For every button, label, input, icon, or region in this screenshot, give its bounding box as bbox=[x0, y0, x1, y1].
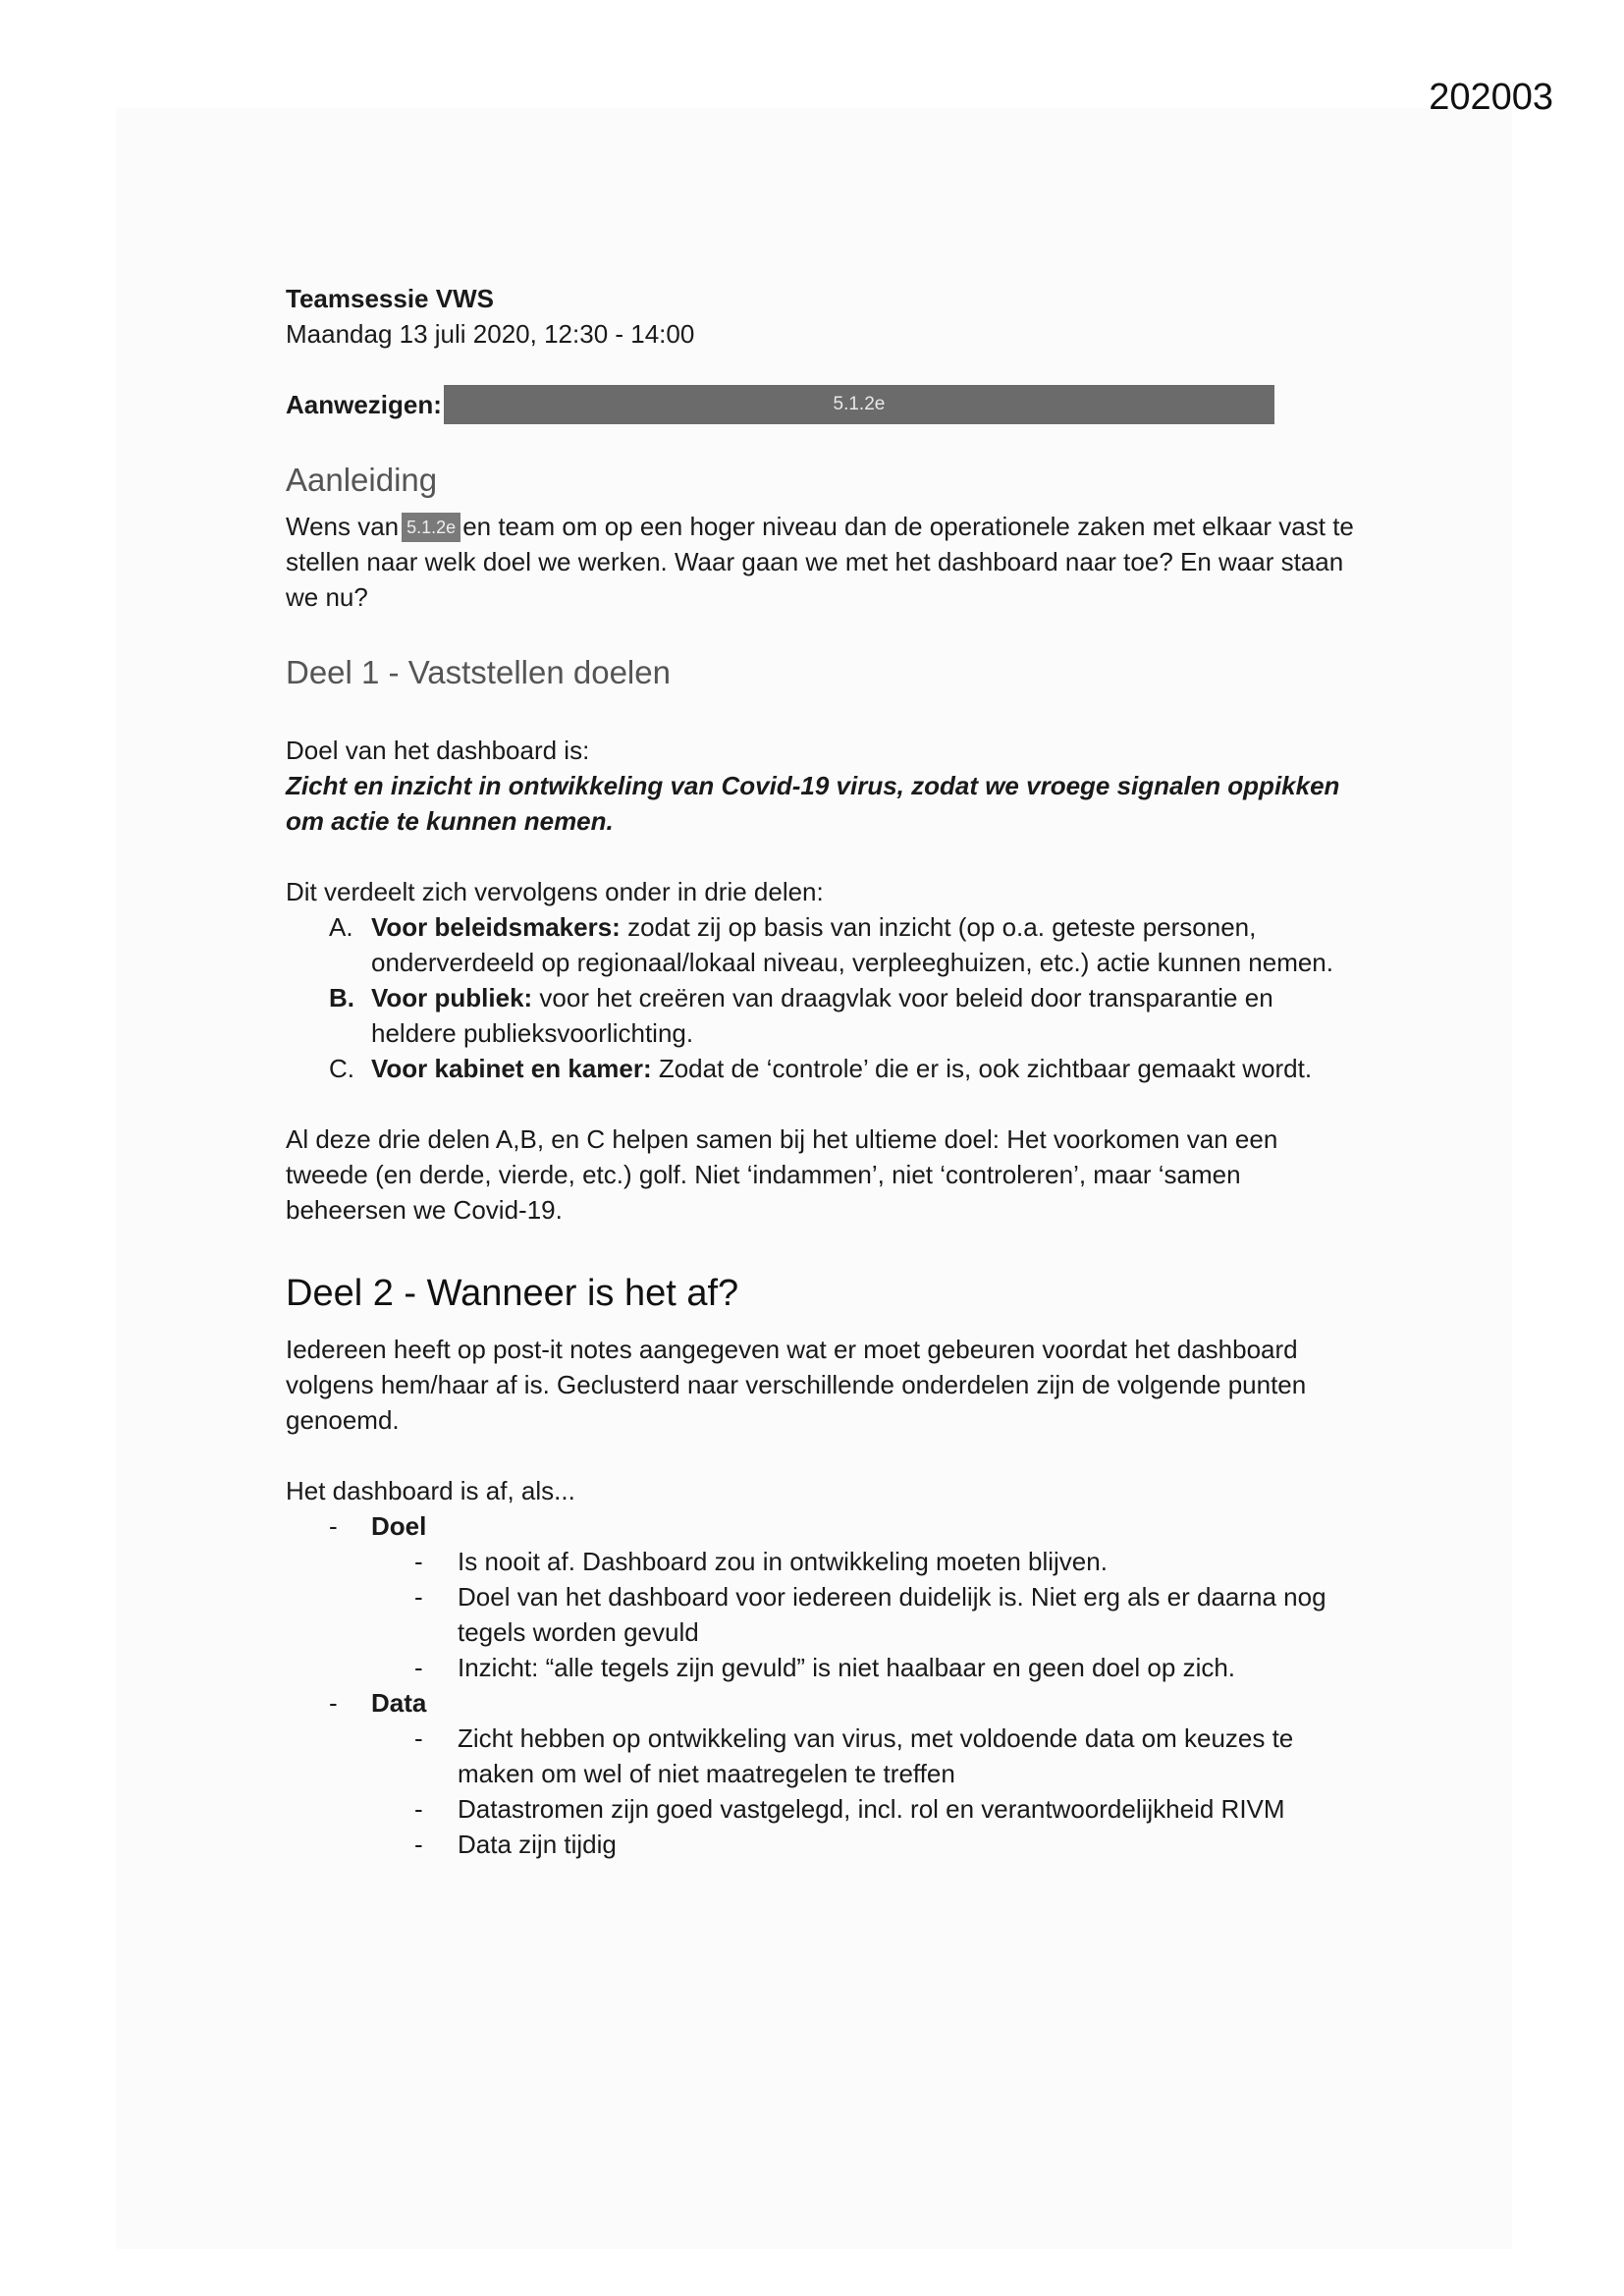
list-item-text: Zodat de ‘controle’ die er is, ook zichtbaar gemaakt wordt. bbox=[651, 1054, 1313, 1083]
aanleiding-text-before: Wens van bbox=[286, 512, 400, 541]
group-items bbox=[286, 1544, 1356, 1685]
deel1-split-intro: Dit verdeelt zich vervolgens onder in drie delen: bbox=[286, 877, 824, 906]
group-heading bbox=[286, 1508, 1356, 1544]
list-item bbox=[286, 1051, 1356, 1086]
list-item-label: Voor beleidsmakers: bbox=[371, 912, 621, 942]
list-item bbox=[286, 980, 1356, 1051]
deel2-groups bbox=[286, 1508, 1356, 1862]
dash-marker: - bbox=[414, 1794, 423, 1824]
deel1-conclusion: Al deze drie delen A,B, en C helpen samen bij het ultieme doel: Het voorkomen van een tweede (en derde, vierde, etc.) golf. Niet ‘indammen’, niet ‘controleren’, maar ‘samen beheersen we Covid-19. bbox=[286, 1124, 1278, 1225]
dash-marker: - bbox=[414, 1547, 423, 1576]
document-body bbox=[286, 281, 1356, 1862]
list-item bbox=[286, 1827, 1356, 1862]
list-marker: C. bbox=[329, 1054, 354, 1083]
list-marker: A. bbox=[329, 912, 353, 942]
deel1-goal: Zicht en inzicht in ontwikkeling van Covid-19 virus, zodat we vroege signalen oppikken om actie te kunnen nemen. bbox=[286, 771, 1340, 836]
aanleiding-redaction: 5.1.2e bbox=[402, 513, 460, 542]
group-doel bbox=[286, 1508, 1356, 1685]
group-label: Data bbox=[371, 1688, 427, 1718]
list-item-content bbox=[371, 1051, 1312, 1086]
dash-marker: - bbox=[414, 1723, 423, 1753]
deel2-lead: Het dashboard is af, als... bbox=[286, 1476, 575, 1505]
group-label: Doel bbox=[371, 1511, 427, 1541]
list-item-text: Inzicht: “alle tegels zijn gevuld” is niet haalbaar en geen doel op zich. bbox=[458, 1653, 1236, 1682]
list-item-label: Voor publiek: bbox=[371, 983, 533, 1012]
heading-deel2: Deel 2 - Wanneer is het af? bbox=[286, 1273, 739, 1314]
list-item bbox=[286, 1791, 1356, 1827]
dash-marker: - bbox=[414, 1653, 423, 1682]
attendees-row bbox=[286, 385, 1356, 424]
list-item-text: Datastromen zijn goed vastgelegd, incl. rol en verantwoordelijkheid RIVM bbox=[458, 1794, 1285, 1824]
attendees-redaction: 5.1.2e bbox=[444, 385, 1274, 424]
heading-aanleiding: Aanleiding bbox=[286, 462, 438, 498]
list-item bbox=[286, 1579, 1356, 1650]
meeting-title: Teamsessie VWS bbox=[286, 284, 494, 313]
list-item-text: Zicht hebben op ontwikkeling van virus, met voldoende data om keuzes te maken om wel of niet maatregelen te treffen bbox=[458, 1723, 1294, 1788]
list-item-text: Is nooit af. Dashboard zou in ontwikkeling moeten blijven. bbox=[458, 1547, 1108, 1576]
attendees-label: Aanwezigen: bbox=[286, 390, 442, 419]
list-item bbox=[286, 1650, 1356, 1685]
list-item-text: voor het creëren van draagvlak voor beleid door transparantie en heldere publieksvoorlichting. bbox=[371, 983, 1273, 1048]
list-item-text: zodat zij op basis van inzicht (op o.a. geteste personen, onderverdeeld op regionaal/lokaal niveau, verpleeghuizen, etc.) actie kunnen nemen. bbox=[371, 912, 1333, 977]
deel1-item-list bbox=[286, 909, 1356, 1086]
deel1-intro: Doel van het dashboard is: bbox=[286, 736, 590, 765]
group-items bbox=[286, 1721, 1356, 1862]
group-heading bbox=[286, 1685, 1356, 1721]
list-item bbox=[286, 909, 1356, 980]
list-item-text: Data zijn tijdig bbox=[458, 1830, 617, 1859]
dash-marker: - bbox=[329, 1511, 338, 1541]
list-item-label: Voor kabinet en kamer: bbox=[371, 1054, 652, 1083]
list-item bbox=[286, 1544, 1356, 1579]
list-item-content bbox=[371, 980, 1356, 1051]
document-number: 202003 bbox=[1429, 77, 1553, 118]
list-item-content bbox=[371, 909, 1356, 980]
dash-marker: - bbox=[414, 1582, 423, 1612]
aanleiding-paragraph bbox=[286, 509, 1356, 615]
meeting-datetime: Maandag 13 juli 2020, 12:30 - 14:00 bbox=[286, 319, 695, 349]
dash-marker: - bbox=[329, 1688, 338, 1718]
list-item bbox=[286, 1721, 1356, 1791]
list-marker: B. bbox=[329, 983, 354, 1012]
deel2-intro: Iedereen heeft op post-it notes aangegeven wat er moet gebeuren voordat het dashboard volgens hem/haar af is. Geclusterd naar verschillende onderdelen zijn de volgende punten genoemd. bbox=[286, 1335, 1307, 1435]
group-data bbox=[286, 1685, 1356, 1862]
list-item-text: Doel van het dashboard voor iedereen duidelijk is. Niet erg als er daarna nog tegels worden gevuld bbox=[458, 1582, 1326, 1647]
heading-deel1: Deel 1 - Vaststellen doelen bbox=[286, 654, 671, 690]
dash-marker: - bbox=[414, 1830, 423, 1859]
aanleiding-text-after: en team om op een hoger niveau dan de operationele zaken met elkaar vast te stellen naar welk doel we werken. Waar gaan we met het dashboard naar toe? En waar staan we nu? bbox=[286, 512, 1354, 612]
